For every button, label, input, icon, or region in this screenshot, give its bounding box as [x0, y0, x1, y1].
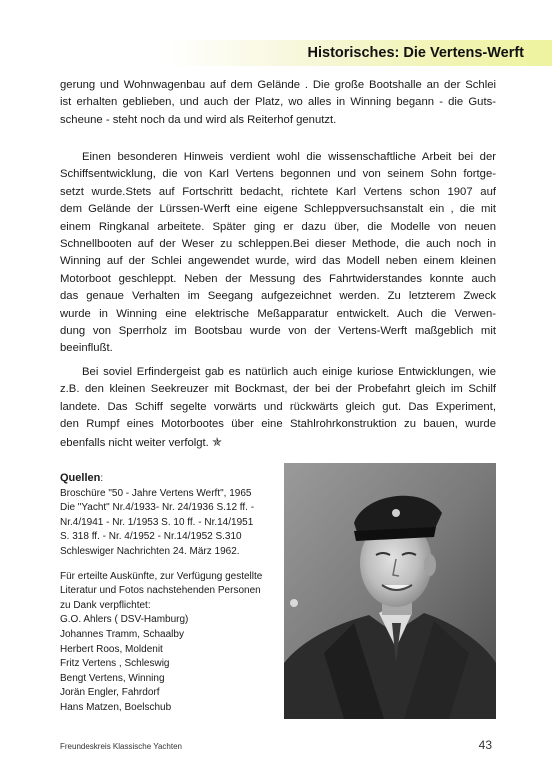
- sources-block: [60, 471, 290, 716]
- text-line: den Rumpf eines Motorbootes über eine Stahlrohrkonstruktion zu bauen, wurde: [60, 418, 496, 431]
- text-line: z.B. den kleinen Seekreuzer mit Bockmast, der bei der Probefahrt gleich im Schilf: [60, 383, 496, 396]
- sources-title-colon: :: [100, 473, 104, 484]
- source-item: Schleswiger Nachrichten 24. März 1962.: [60, 545, 240, 557]
- source-item: S. 318 ff. - Nr. 4/1952 - Nr.14/1952 S.310: [60, 531, 242, 543]
- person-item: Fritz Vertens , Schleswig: [60, 658, 170, 670]
- thanks-line: Literatur und Fotos nachstehenden Personen: [60, 585, 261, 597]
- portrait-photo: [284, 463, 496, 719]
- source-item: Broschüre "50 - Jahre Vertens Werft", 1965: [60, 487, 252, 499]
- text-line: Bei soviel Erfindergeist gab es natürlich auch einige kuriose Entwicklungen, wie: [82, 366, 496, 378]
- text-line: ebenfalls nicht weiter verfolgt. ✯: [60, 434, 223, 449]
- person-item: Hans Matzen, Boelschub: [60, 701, 172, 713]
- person-item: Johannes Tramm, Schaalby: [60, 628, 184, 640]
- person-item: Herbert Roos, Moldenit: [60, 643, 163, 655]
- text-line: beeinflußt.: [60, 342, 113, 355]
- text-line: wurde in Winning eine elektrische Meßapparatur entwickelt. Auch die Verwen-: [60, 307, 496, 320]
- text-line: scheune - steht noch da und wird als Reiterhof genutzt.: [60, 113, 337, 126]
- source-item: Nr.4/1941 - Nr. 1/1953 S. 10 ff. - Nr.14/1951: [60, 516, 254, 528]
- text-line: Einen besonderen Hinweis verdient wohl die wissenschaftliche Arbeit bei der: [82, 151, 496, 163]
- paragraph-2: [60, 149, 496, 358]
- paragraph-1: [60, 77, 496, 129]
- sources-title: Quellen: [60, 472, 101, 484]
- section-title: Historisches: Die Vertens-Werft: [307, 45, 524, 61]
- text-line: landete. Das Schiff segelte vorwärts und rückwärts gleich gut. Das Experiment,: [60, 400, 496, 413]
- text-line: dung von Sperrholz im Bootsbau wurde von der Vertens-Werft maßgeblich mit: [60, 325, 496, 338]
- text-line: ist erhalten geblieben, und auch der Platz, wo alles in Winning begann - die Guts-: [60, 96, 496, 109]
- person-item: Bengt Vertens, Winning: [60, 672, 165, 684]
- paragraph-3: [60, 364, 496, 452]
- source-item: Die "Yacht" Nr.4/1933- Nr. 24/1936 S.12 ff. -: [60, 502, 255, 514]
- person-item: G.O. Ahlers ( DSV-Hamburg): [60, 614, 189, 626]
- thanks-line: zu Dank verpflichtet:: [60, 599, 151, 611]
- footer-publication: Freundeskreis Klassische Yachten: [60, 742, 182, 751]
- text-line: dem Gelände der Lürssen-Werft eine eigene Schleppversuchsanstalt ein , die mit: [60, 203, 496, 216]
- text-line: gerung und Wohnwagenbau auf dem Gelände . Die große Bootshalle an der Schlei: [60, 79, 496, 91]
- star-mark: ✯: [211, 434, 223, 449]
- text-line: einem Ringkanal arbeitete. Später ging er dazu über, die Modelle von neuen: [60, 220, 496, 233]
- text-line: Schiffsentwicklung, die von Karl Vertens begonnen und von seinem Sohn fortge-: [60, 168, 496, 181]
- person-item: Jorän Engler, Fahrdorf: [60, 687, 160, 699]
- thanks-line: Für erteilte Auskünfte, zur Verfügung gestellte: [60, 570, 263, 582]
- text-line: das genaue Verhalten im Seegang aufgezeichnet werden. Zu letzterem Zweck: [60, 290, 496, 303]
- text-line: Schnellbooten auf der Weser zu schleppen.Bei dieser Methode, die auch noch in: [60, 238, 496, 251]
- text-line: Winning auf der Schlei angewendet wurde, wird das Modell neben einem kleinen: [60, 255, 496, 268]
- text-line: setzt wurde.Stets auf Fortschritt bedacht, richtete Karl Vertens schon 1907 auf: [60, 185, 496, 198]
- page-number: 43: [478, 738, 492, 752]
- text-line: Motorboot geschleppt. Neben der Messung des Fahrtwiderstandes konnte auch: [60, 272, 496, 285]
